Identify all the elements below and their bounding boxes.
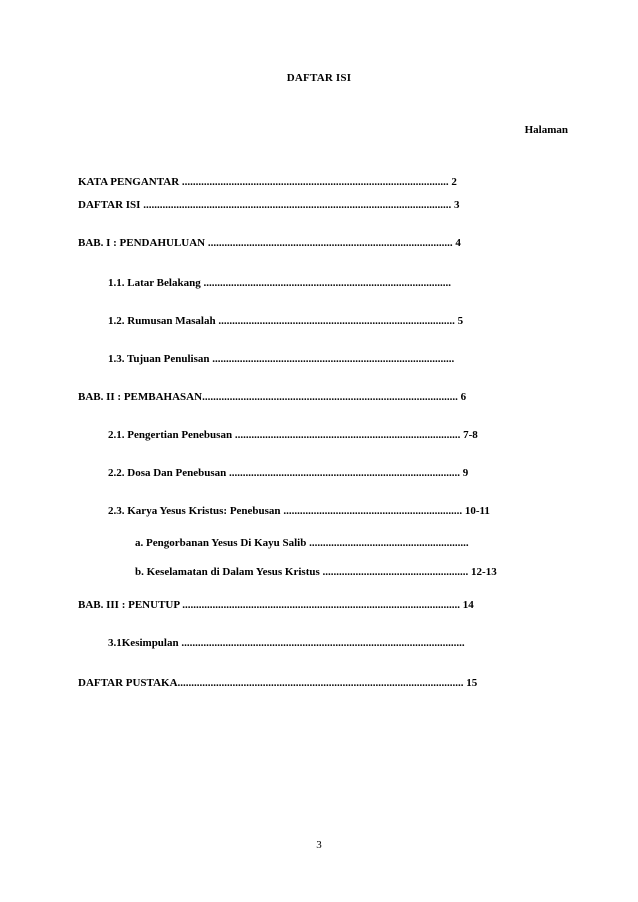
toc-page: 9 xyxy=(460,467,469,479)
toc-page: 10-11 xyxy=(462,505,490,517)
toc-page: 7-8 xyxy=(460,429,478,441)
toc-label: 3.1Kesimpulan xyxy=(108,637,179,649)
toc-page: 4 xyxy=(452,237,461,249)
toc-page: 12-13 xyxy=(468,566,497,578)
toc-label: 2.3. Karya Yesus Kristus: Penebusan xyxy=(108,505,281,517)
toc-entry xyxy=(135,566,565,578)
toc-leader-dots: ...................................................................................... xyxy=(215,315,455,327)
toc-label: 1.1. Latar Belakang xyxy=(108,277,201,289)
toc-label: 1.3. Tujuan Penulisan xyxy=(108,353,210,365)
toc-entry xyxy=(108,315,536,327)
toc-entry xyxy=(108,429,548,441)
toc-entry xyxy=(108,353,526,365)
toc-entry xyxy=(108,277,524,289)
toc-leader-dots: ..................................................................................................... xyxy=(179,599,460,611)
toc-label: 2.2. Dosa Dan Penebusan xyxy=(108,467,227,479)
toc-entry xyxy=(78,599,550,611)
toc-leader-dots: ................................................................. xyxy=(280,505,463,517)
document-title: DAFTAR ISI xyxy=(286,72,352,84)
toc-label: DAFTAR ISI xyxy=(78,199,141,211)
toc-page: 3 xyxy=(451,199,460,211)
toc-label: BAB. I : PENDAHULUAN xyxy=(78,237,206,249)
toc-label: DAFTAR PUSTAKA xyxy=(78,677,178,689)
toc-entry xyxy=(108,637,536,649)
toc-label: KATA PENGANTAR xyxy=(78,176,180,188)
toc-entry xyxy=(135,537,531,549)
toc-entry xyxy=(108,467,544,479)
toc-entry xyxy=(78,199,548,211)
toc-page: 5 xyxy=(454,315,464,327)
toc-entry xyxy=(108,505,564,517)
page-column-label: Halaman xyxy=(524,124,568,136)
toc-leader-dots: ................................................................................................. xyxy=(179,176,449,188)
toc-label: BAB. II : PEMBAHASAN xyxy=(78,391,203,403)
toc-leader-dots: ..................................................... xyxy=(319,566,469,578)
toc-leader-dots: ............................................................................................. xyxy=(202,391,458,403)
toc-label: BAB. III : PENUTUP xyxy=(78,599,180,611)
toc-entry xyxy=(78,237,548,249)
toc-leader-dots: .................................................................................... xyxy=(226,467,461,479)
toc-entry xyxy=(78,391,536,403)
toc-page: 6 xyxy=(457,391,467,403)
toc-label: 1.2. Rumusan Masalah xyxy=(108,315,216,327)
toc-page: 2 xyxy=(448,176,457,188)
toc-entry xyxy=(78,176,548,188)
toc-leader-dots: ....................................................................................................... xyxy=(178,637,465,649)
toc-leader-dots: ........................................................................................................ xyxy=(177,677,464,689)
page-number: 3 xyxy=(316,839,322,851)
toc-leader-dots: ................................................................................................................ xyxy=(140,199,452,211)
toc-leader-dots: ........................................................................................ xyxy=(209,353,455,365)
toc-leader-dots: ......................................................................................... xyxy=(205,237,453,249)
toc-leader-dots: .......................................................... xyxy=(306,537,469,549)
toc-page: 15 xyxy=(463,677,478,689)
toc-entry xyxy=(78,677,552,689)
toc-page: 14 xyxy=(459,599,474,611)
toc-label: 2.1. Pengertian Penebusan xyxy=(108,429,233,441)
toc-leader-dots: .................................................................................. xyxy=(232,429,461,441)
toc-label: b. Keselamatan di Dalam Yesus Kristus xyxy=(135,566,320,578)
toc-leader-dots: .......................................................................................... xyxy=(200,277,451,289)
toc-label: a. Pengorbanan Yesus Di Kayu Salib xyxy=(135,537,307,549)
